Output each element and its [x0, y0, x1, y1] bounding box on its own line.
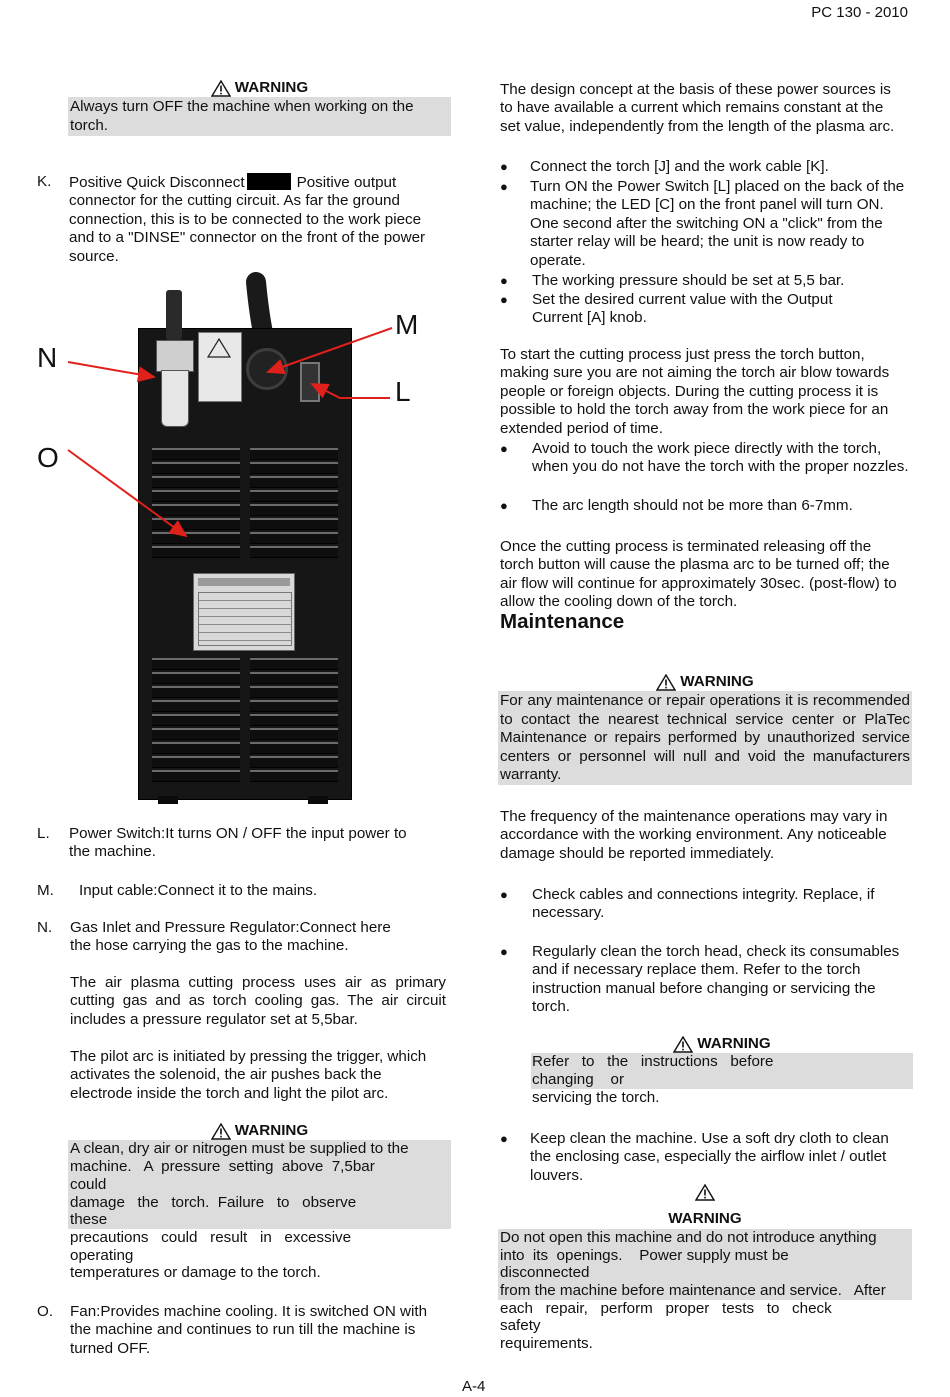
arrow-o [68, 450, 186, 536]
warning-line: Refer to the instructions before [531, 1053, 913, 1071]
warning-title: WARNING [234, 79, 309, 96]
callout-label-o: O [37, 442, 59, 473]
louver-slat [250, 770, 338, 782]
bullet-icon: ● [500, 179, 508, 194]
item-k-text-start: Positive Quick Disconnect [69, 174, 245, 191]
warning-text: For any maintenance or repair operations it is recommended to contact the nearest technical service center or PlaTec Maintenance or repairs performed by unauthorized service centers or personnel will null and void the manufacturers warranty. [498, 691, 912, 785]
warning-line: operating [70, 1246, 134, 1264]
warning-triangle-icon [656, 674, 676, 691]
warning-line: into its openings. Power supply must be [498, 1247, 912, 1265]
warning-line: disconnected [498, 1264, 912, 1282]
arrow-l [312, 384, 390, 398]
warning-line: safety [500, 1317, 541, 1335]
warning-line: servicing the torch. [532, 1088, 660, 1106]
warning-line: changing or [531, 1071, 913, 1089]
louver-slat [152, 728, 240, 740]
louver-slat [250, 700, 338, 712]
callout-label-l: L [395, 376, 411, 407]
bullet-icon: ● [500, 273, 508, 288]
warning-line: from the machine before maintenance and service. After [498, 1282, 912, 1300]
louver-slat [250, 728, 338, 740]
warning-line: requirements. [500, 1335, 593, 1353]
warning-line: precautions could result in excessive [70, 1228, 352, 1246]
bullet-icon: ● [500, 498, 508, 513]
warning-line: could [68, 1176, 451, 1194]
louver-slat [152, 770, 240, 782]
louver-slat [152, 658, 240, 670]
maintenance-heading: Maintenance [500, 610, 625, 633]
bullet-icon: ● [500, 1131, 508, 1146]
warning-box-servicing [531, 1035, 913, 1107]
callout-label-m: M [395, 309, 419, 340]
bullet-icon: ● [500, 441, 508, 456]
louver-slat [152, 686, 240, 698]
warning-line: machine. A pressure setting above 7,5bar [68, 1158, 451, 1176]
item-letter: L. [37, 825, 50, 842]
warning-title: WARNING [668, 1210, 742, 1228]
item-m-text: Input cable:Connect it to the mains. [79, 882, 318, 899]
arrow-n [68, 362, 154, 377]
louver-slat [250, 672, 338, 684]
bullet-icon: ● [500, 159, 508, 174]
warning-line: each repair, perform proper tests to check [500, 1299, 832, 1317]
design-concept-paragraph: The design concept at the basis of these power sources is to have available a current which remains constant at the set value, independently from the length of the plasma arc. [500, 81, 895, 135]
warning-title: WARNING [234, 1122, 309, 1139]
warning-line: these [68, 1211, 451, 1229]
warning-box-clean-air [68, 1122, 451, 1282]
warning-text: Always turn OFF the machine when working on the torch. [68, 97, 451, 136]
callout-label-n: N [37, 342, 58, 373]
louver-slat [152, 742, 240, 754]
item-l-text: Power Switch:It turns ON / OFF the input power to the machine. [69, 825, 407, 861]
warning-triangle-icon [695, 1184, 715, 1201]
louver-slat [152, 700, 240, 712]
louver-slat [250, 756, 338, 768]
page-number: A-4 [462, 1378, 486, 1395]
warning-triangle-icon [673, 1036, 693, 1053]
warning-line: temperatures or damage to the torch. [70, 1264, 321, 1282]
item-o-text: Fan:Provides machine cooling. It is switched ON with the machine and continues to run till the machine is turned OFF. [70, 1303, 428, 1357]
termination-paragraph: Once the cutting process is terminated releasing off the torch button will cause the plasma arc to be turned off; the air flow will continue for approximately 30sec. (post-flow) to allow the cooling down of the torch. [500, 538, 897, 611]
louver-slat [250, 658, 338, 670]
maintenance-frequency-paragraph: The frequency of the maintenance operations may vary in accordance with the working environment. Any noticeable damage should be reported immediately. [500, 808, 888, 862]
bullet-icon: ● [500, 887, 508, 902]
warning-title: WARNING [697, 1035, 771, 1052]
warning-line: damage the torch. Failure to observe [68, 1194, 451, 1212]
warning-line: Do not open this machine and do not introduce anything [498, 1229, 912, 1247]
item-k-text-end: Positive output connector for the cutting circuit. As far the ground connection, this is to be connected to the work piece and to a "DINSE" connector on the front of the power source. [69, 174, 426, 265]
bullet-icon: ● [500, 292, 508, 307]
item-n-text: Gas Inlet and Pressure Regulator:Connect here the hose carrying the gas to the machine. [70, 919, 391, 955]
pilot-arc-paragraph: The pilot arc is initiated by pressing the trigger, which activates the solenoid, the air pushes back the electrode inside the torch and light the pilot arc. [70, 1048, 427, 1102]
louver-slat [250, 742, 338, 754]
warning-triangle-icon [211, 1123, 231, 1140]
item-letter: M. [37, 882, 54, 899]
louver-slat [152, 756, 240, 768]
arrow-m [268, 328, 392, 372]
item-letter: N. [37, 919, 53, 936]
air-circuit-paragraph: The air plasma cutting process uses air as primary cutting gas and as torch cooling gas. The air circuit includes a pressure regulator set at 5,5bar. [70, 974, 446, 1028]
start-cutting-paragraph: To start the cutting process just press the torch button, making sure you are not aiming the torch air blow towards people or foreign objects. During the cutting process it is possible to hold the torch away from the work piece for an extended period of time. [500, 346, 890, 437]
item-letter: K. [37, 173, 52, 190]
bullet-icon: ● [500, 944, 508, 959]
machine-foot [158, 796, 178, 804]
louver-slat [152, 672, 240, 684]
louver-slat [250, 686, 338, 698]
document-id: PC 130 - 2010 [811, 4, 908, 21]
louver-slat [152, 714, 240, 726]
item-letter: O. [37, 1303, 54, 1320]
warning-line: A clean, dry air or nitrogen must be supplied to the [68, 1140, 451, 1158]
machine-foot [308, 796, 328, 804]
warning-box-maintenance [498, 673, 912, 785]
warning-box-do-not-open [498, 1184, 912, 1353]
louver-slat [250, 714, 338, 726]
warning-title: WARNING [680, 673, 754, 690]
